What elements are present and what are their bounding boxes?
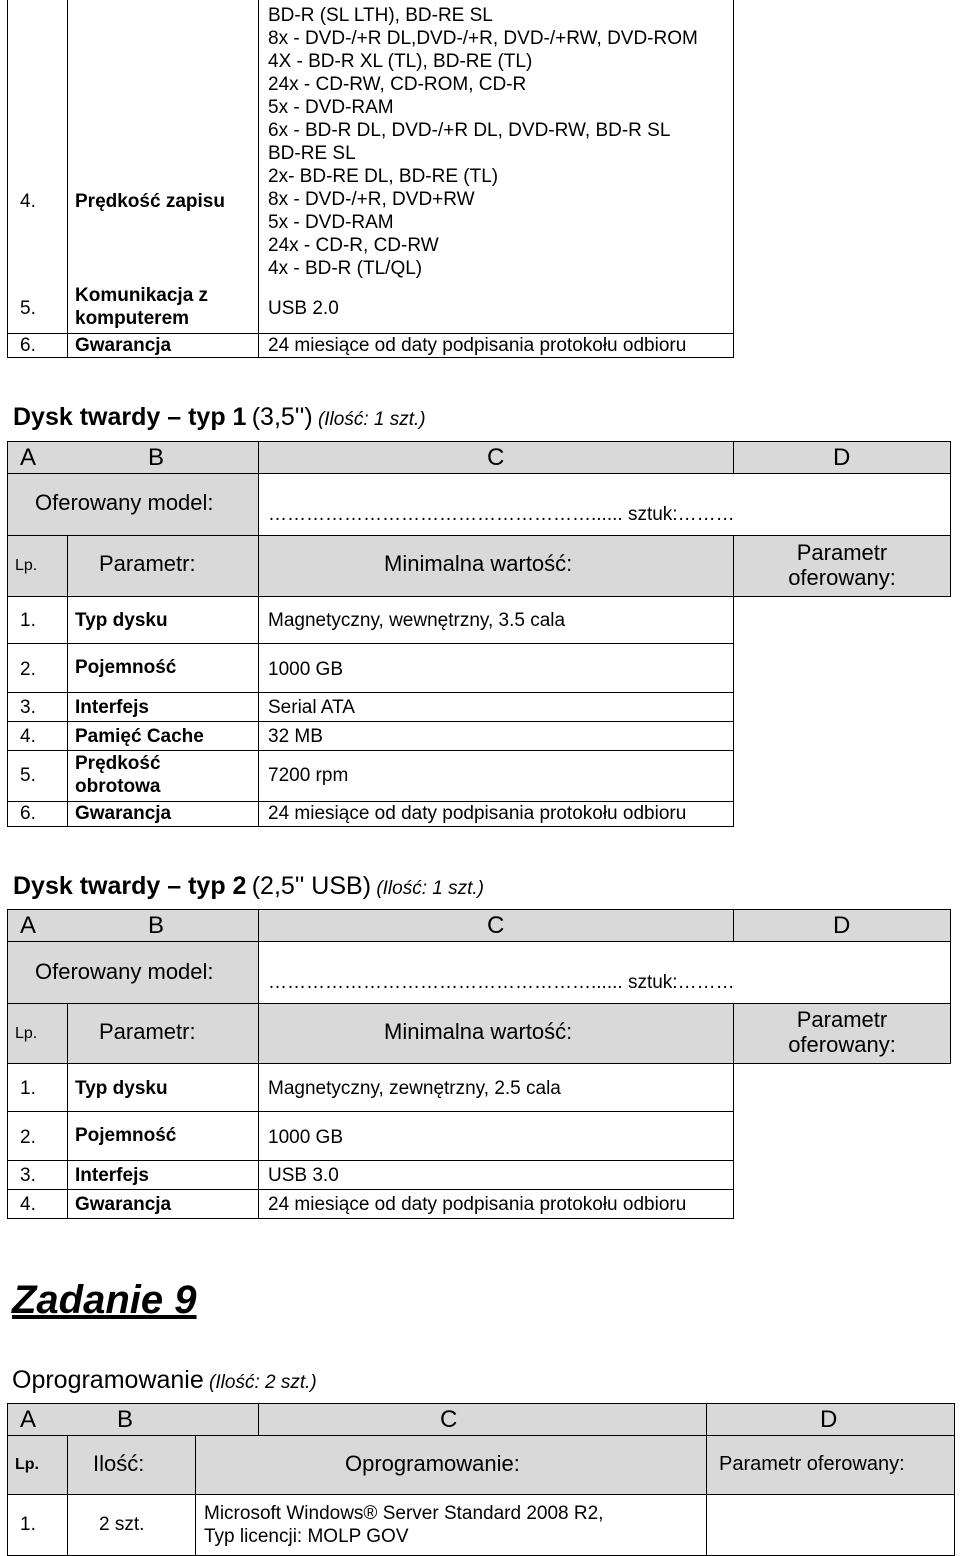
param-value: 32 MB (268, 726, 323, 747)
param-label: Gwarancja (75, 335, 172, 356)
spec-line: 2x- BD-RE DL, BD-RE (TL) (268, 166, 499, 187)
param-value: 1000 GB (268, 659, 343, 680)
offered-param-line2: oferowany: (788, 565, 896, 590)
offered-model-label: Oferowany model: (35, 490, 214, 515)
param-label: Typ dysku (75, 1078, 168, 1099)
software-name: Microsoft Windows® Server Standard 2008 R2, (204, 1503, 604, 1524)
param-value: 7200 rpm (268, 765, 349, 786)
param-value: 24 miesiące od daty podpisania protokołu odbioru (268, 335, 687, 356)
param-header: Parametr: (99, 1019, 196, 1044)
param-label: Prędkość (75, 753, 161, 774)
col-c: C (487, 912, 505, 939)
row-number: 2. (20, 1127, 36, 1148)
param-value: 24 miesiące od daty podpisania protokołu odbioru (268, 803, 687, 824)
spec-line: 8x - DVD-/+R DL,DVD-/+R, DVD-/+RW, DVD-ROM (268, 28, 698, 49)
spec-line: 5x - DVD-RAM (268, 97, 394, 118)
lp-header: Lp. (15, 1456, 39, 1473)
title-qty: (Ilość: 2 szt.) (209, 1372, 317, 1393)
write-speed-spec (268, 4, 698, 280)
lp-header: Lp. (15, 1025, 38, 1042)
row-qty: 2 szt. (99, 1514, 145, 1535)
row-number: 1. (20, 1514, 36, 1535)
license-type: Typ licencji: MOLP GOV (204, 1526, 409, 1547)
min-value-header: Minimalna wartość: (384, 1019, 573, 1044)
col-c: C (487, 444, 505, 471)
title-normal: (2,5'' USB) (251, 872, 372, 900)
offered-param-header (734, 1007, 950, 1057)
col-a: A (20, 444, 37, 471)
row-number: 1. (20, 610, 36, 631)
lp-header: Lp. (15, 557, 38, 574)
row-number: 5. (20, 298, 36, 319)
spec-line: 4X - BD-R XL (TL), BD-RE (TL) (268, 51, 533, 72)
row-number: 4. (20, 726, 36, 747)
param-label: Interfejs (75, 697, 149, 718)
param-header: Parametr: (99, 551, 196, 576)
param-label: Komunikacja z (75, 285, 209, 306)
offered-param-line1: Parametr (796, 540, 888, 565)
spec-line: 24x - CD-R, CD-RW (268, 235, 439, 256)
col-b: B (148, 912, 165, 939)
model-dots: ……………………………………………...... sztuk:……… (268, 972, 735, 993)
param-value: 1000 GB (268, 1127, 343, 1148)
min-value-header: Minimalna wartość: (384, 551, 573, 576)
row-number: 5. (20, 765, 36, 786)
title-bold: Dysk twardy – typ 2 (13, 872, 247, 900)
spec-line: BD-RE SL (268, 143, 356, 164)
param-label: Pojemność (75, 657, 177, 678)
spec-line: 8x - DVD-/+R, DVD+RW (268, 189, 475, 210)
title-qty: (Ilość: 1 szt.) (376, 878, 484, 899)
param-value: USB 2.0 (268, 298, 339, 319)
param-value: Magnetyczny, zewnętrzny, 2.5 cala (268, 1078, 561, 1099)
param-value: USB 3.0 (268, 1165, 339, 1186)
param-value: 24 miesiące od daty podpisania protokołu odbioru (268, 1194, 687, 1215)
title-normal: (3,5'') (251, 403, 313, 431)
param-label: Gwarancja (75, 803, 172, 824)
row-number: 6. (20, 335, 36, 356)
col-c: C (440, 1406, 458, 1433)
title-qty: (Ilość: 1 szt.) (317, 409, 426, 430)
qty-header: Ilość: (93, 1451, 145, 1476)
param-label: Pamięć Cache (75, 726, 204, 747)
model-dots: ……………………………………………...... sztuk:……… (268, 504, 735, 525)
row-number: 4. (20, 191, 36, 212)
title-bold: Dysk twardy – typ 1 (13, 403, 247, 431)
row-number: 2. (20, 659, 36, 680)
task-title: Zadanie 9 (12, 1278, 197, 1322)
row-number: 3. (20, 697, 36, 718)
col-d: D (833, 444, 851, 471)
spec-line: 6x - BD-R DL, DVD-/+R DL, DVD-RW, BD-R SL (268, 120, 671, 141)
section-title (13, 872, 484, 903)
param-label: Interfejs (75, 1165, 149, 1186)
offered-param-line2: oferowany: (788, 1032, 896, 1057)
param-label: Pojemność (75, 1125, 177, 1146)
param-label: komputerem (75, 308, 190, 329)
spec-line: 4x - BD-R (TL/QL) (268, 258, 423, 279)
offered-model-label: Oferowany model: (35, 959, 214, 984)
title-normal: Oprogramowanie (12, 1366, 204, 1394)
spec-line: 24x - CD-RW, CD-ROM, CD-R (268, 74, 527, 95)
section-title (13, 403, 426, 434)
col-d: D (820, 1406, 838, 1433)
spec-line: BD-R (SL LTH), BD-RE SL (268, 5, 493, 26)
col-d: D (833, 912, 851, 939)
row-number: 4. (20, 1194, 36, 1215)
offered-param-line1: Parametr (796, 1007, 888, 1032)
param-value: Magnetyczny, wewnętrzny, 3.5 cala (268, 610, 566, 631)
col-a: A (20, 1406, 37, 1433)
offered-param-header (734, 540, 950, 590)
row-number: 1. (20, 1078, 36, 1099)
param-label: obrotowa (75, 776, 161, 797)
row-number: 6. (20, 803, 36, 824)
row-number: 3. (20, 1165, 36, 1186)
param-label: Gwarancja (75, 1194, 172, 1215)
col-b: B (117, 1406, 134, 1433)
col-a: A (20, 912, 37, 939)
spec-line: 5x - DVD-RAM (268, 212, 394, 233)
col-b: B (148, 444, 165, 471)
param-label: Typ dysku (75, 610, 168, 631)
param-value: Serial ATA (268, 697, 355, 718)
software-header: Oprogramowanie: (345, 1451, 520, 1476)
section-title (12, 1366, 317, 1397)
offered-param-header: Parametr oferowany: (719, 1453, 905, 1475)
param-label: Prędkość zapisu (75, 191, 225, 212)
